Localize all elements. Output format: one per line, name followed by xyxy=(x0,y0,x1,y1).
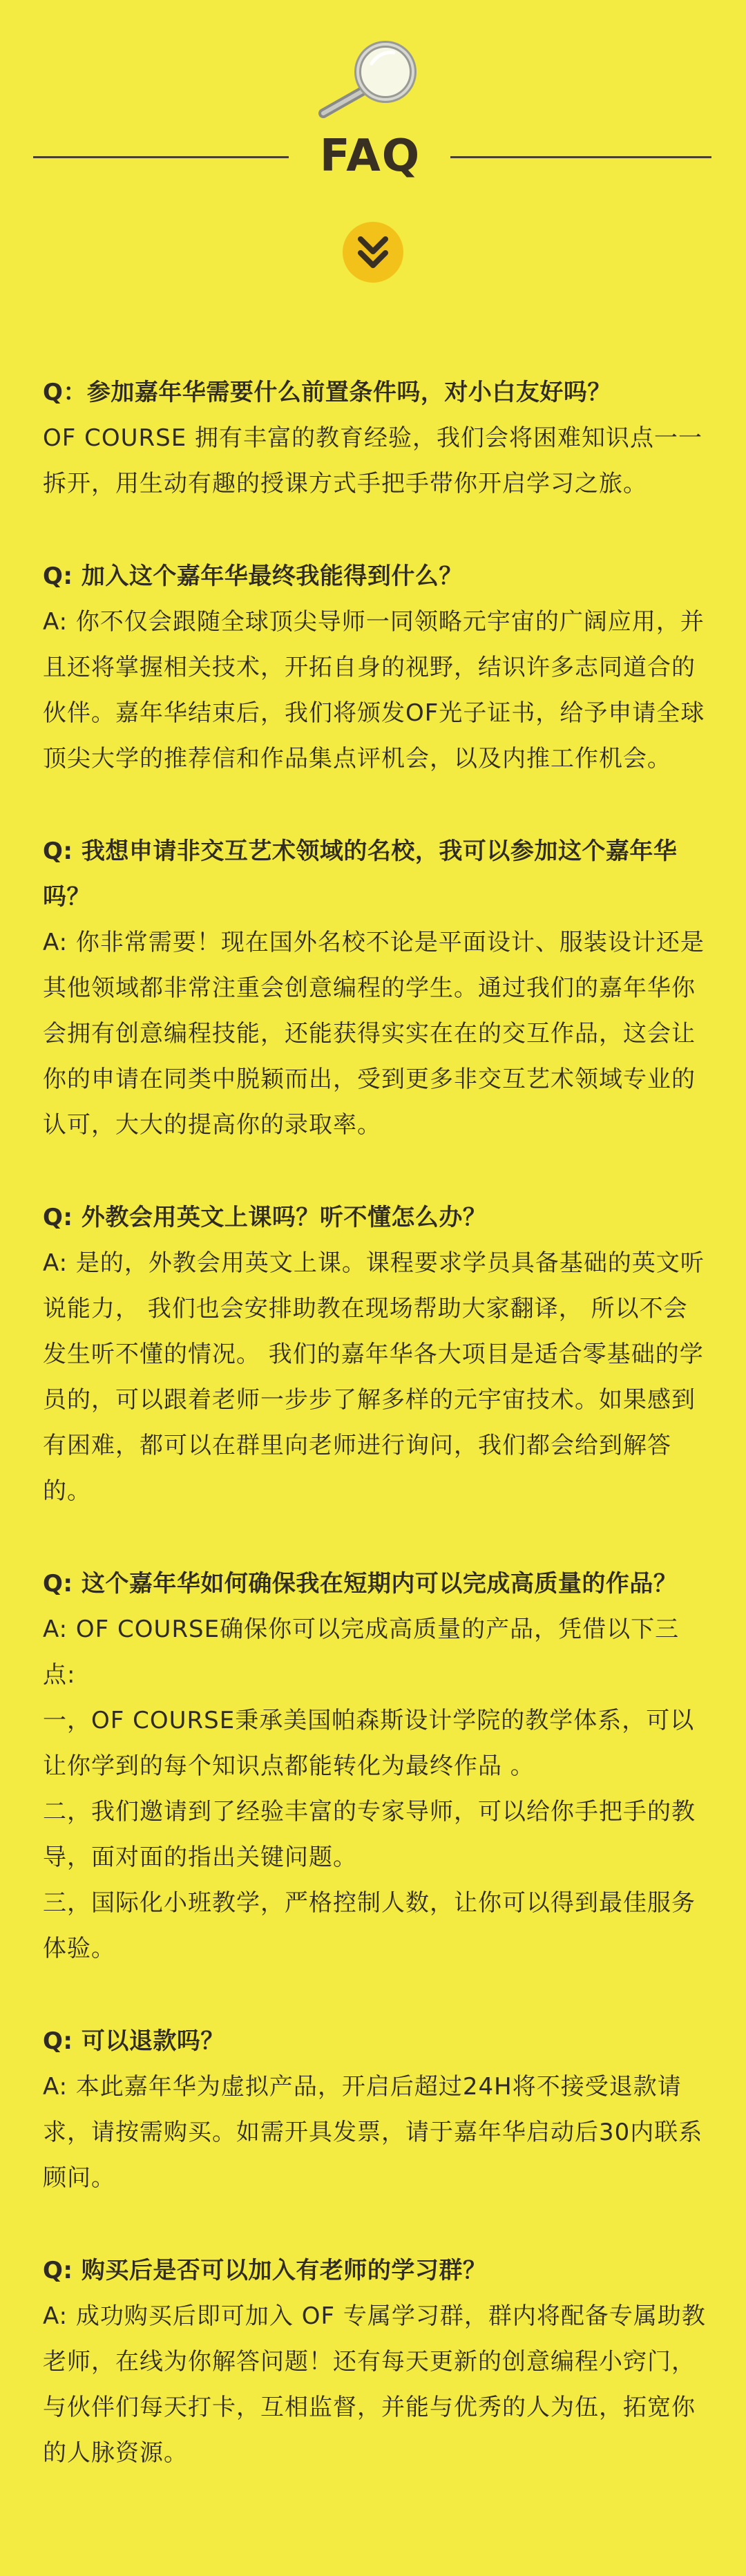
faq-answer-point: 一，OF COURSE秉承美国帕森斯设计学院的教学体系，可以让你学到的每个知识点都能转化为最终作品 。 xyxy=(43,1707,695,1780)
faq-item xyxy=(43,2248,706,2476)
faq-question: Q: 我想申请非交互艺术领域的名校，我可以参加这个嘉年华吗？ xyxy=(43,837,678,911)
header-divider-left xyxy=(33,156,289,158)
faq-answer: OF COURSE 拥有丰富的教育经验，我们会将困难知识点一一拆开，用生动有趣的授课方式手把手带你开启学习之旅。 xyxy=(43,424,703,498)
faq-answer: A: 是的，外教会用英文上课。课程要求学员具备基础的英文听说能力， 我们也会安排助教在现场帮助大家翻译， 所以不会发生听不懂的情况。 我们的嘉年华各大项目是适合零基础的学员的，可以跟着老师一步步了解多样的元宇宙技术。如果感到有困难，都可以在群里向老师进行询问，我们都会给到解答的。 xyxy=(43,1249,705,1505)
faq-question: Q: 购买后是否可以加入有老师的学习群？ xyxy=(43,2257,487,2284)
faq-question: Q: 可以退款吗？ xyxy=(43,2027,224,2055)
faq-list xyxy=(43,370,706,2523)
faq-answer: A: 你非常需要！现在国外名校不论是平面设计、服装设计还是其他领域都非常注重会创意编程的学生。通过我们的嘉年华你会拥有创意编程技能，还能获得实实在在的交互作品，这会让你的申请在同类中脱颖而出，受到更多非交互艺术领域专业的认可，大大的提高你的录取率。 xyxy=(43,929,705,1139)
faq-question: Q: 加入这个嘉年华最终我能得到什么？ xyxy=(43,562,463,590)
faq-answer-point: 二，我们邀请到了经验丰富的专家导师，可以给你手把手的教导，面对面的指出关键问题。 xyxy=(43,1798,696,1871)
faq-item xyxy=(43,828,706,1148)
faq-item xyxy=(43,1561,706,1971)
faq-item xyxy=(43,370,706,506)
faq-item xyxy=(43,553,706,782)
double-chevron-down-icon xyxy=(342,221,404,283)
faq-question: Q: 外教会用英文上课吗？听不懂怎么办？ xyxy=(43,1204,487,1231)
faq-header xyxy=(0,0,746,297)
faq-answer: A: 你不仅会跟随全球顶尖导师一同领略元宇宙的广阔应用，并且还将掌握相关技术，开拓自身的视野，结识许多志同道合的伙伴。嘉年华结束后，我们将颁发OF光子证书，给予申请全球顶尖大学的推荐信和作品集点评机会，以及内推工作机会。 xyxy=(43,608,705,773)
faq-answer: A: OF COURSE确保你可以完成高质量的产品，凭借以下三点: xyxy=(43,1616,680,1689)
header-divider-right xyxy=(450,156,711,158)
faq-question: Q: 这个嘉年华如何确保我在短期内可以完成高质量的作品？ xyxy=(43,1570,678,1598)
faq-item xyxy=(43,1195,706,1514)
page-title: FAQ xyxy=(319,131,421,182)
faq-answer-point: 三，国际化小班教学，严格控制人数，让你可以得到最佳服务体验。 xyxy=(43,1889,696,1962)
magnifier-icon xyxy=(311,36,428,126)
faq-answer: A: 成功购买后即可加入 OF 专属学习群，群内将配备专属助教老师，在线为你解答问题！还有每天更新的创意编程小窍门，与伙伴们每天打卡，互相监督，并能与优秀的人为伍，拓宽你的人脉资源。 xyxy=(43,2302,706,2467)
faq-question: Q：参加嘉年华需要什么前置条件吗，对小白友好吗？ xyxy=(43,379,611,406)
faq-item xyxy=(43,2018,706,2201)
faq-answer: A: 本此嘉年华为虚拟产品，开启后超过24H将不接受退款请求，请按需购买。如需开具发票，请于嘉年华启动后30内联系顾问。 xyxy=(43,2073,703,2192)
